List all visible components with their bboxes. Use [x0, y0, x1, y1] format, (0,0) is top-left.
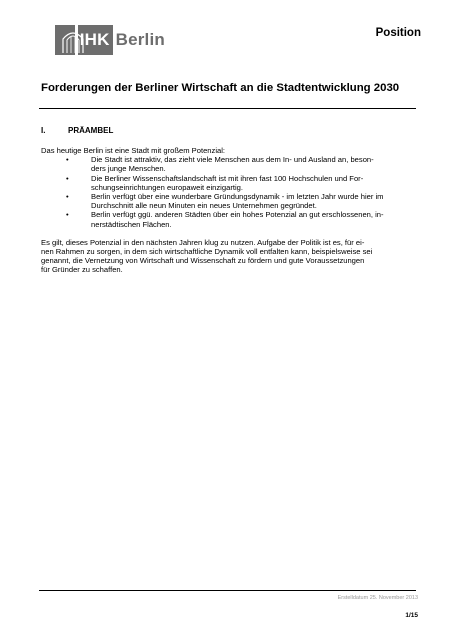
bullet-line: Durchschnitt alle neun Minuten ein neues Unternehmen gegründet. — [91, 201, 317, 211]
bullet-marker: • — [66, 173, 69, 183]
logo-abbr: IHK — [78, 25, 113, 55]
brandenburg-gate-icon — [55, 25, 75, 55]
paragraph-line: für Gründer zu schaffen. — [41, 265, 123, 275]
document-type: Position — [375, 27, 421, 39]
paragraph — [41, 238, 421, 275]
bullet-marker: • — [66, 155, 69, 165]
list-item — [41, 210, 421, 228]
title-divider — [39, 108, 416, 109]
bullet-line: nerstädtischen Flächen. — [91, 219, 172, 229]
paragraph-line: nen Rahmen zu sorgen, in dem sich wirtschaftliche Dynamik voll entfalten kann, beispielsweise sei — [41, 247, 373, 257]
bullet-line: Berlin verfügt über eine wunderbare Gründungsdynamik - im letzten Jahr wurde hier im — [91, 192, 384, 202]
paragraph-line: Es gilt, dieses Potenzial in den nächsten Jahren klug zu nutzen. Aufgabe der Politik ist es, für ei- — [41, 237, 365, 247]
document-title: Forderungen der Berliner Wirtschaft an die Stadtentwicklung 2030 — [41, 82, 400, 94]
page-number: 1/15 — [405, 612, 418, 619]
paragraph-line: genannt, die Vernetzung von Wirtschaft und Wissenschaft zu fördern und gute Voraussetzungen — [41, 256, 365, 266]
body-text — [41, 146, 421, 275]
creation-date: Erstelldatum 25. November 2013 — [337, 595, 418, 601]
bullet-line: Berlin verfügt ggü. anderen Städten über ein hohes Potenzial an gut erschlossenen, in- — [91, 210, 384, 220]
intro-text: Das heutige Berlin ist eine Stadt mit großem Potenzial: — [41, 146, 226, 155]
bullet-line: Die Berliner Wissenschaftslandschaft ist mit ihren fast 100 Hochschulen und For- — [91, 173, 364, 183]
footer-divider — [39, 590, 416, 591]
section-title: PRÄAMBEL — [68, 126, 114, 135]
list-item — [41, 155, 421, 173]
section-number: I. — [41, 126, 46, 135]
bullet-line: Die Stadt ist attraktiv, das zieht viele Menschen aus dem In- und Ausland an, beson- — [91, 155, 374, 165]
bullet-list — [41, 155, 421, 229]
list-item — [41, 174, 421, 192]
bullet-marker: • — [66, 192, 69, 202]
logo-city: Berlin — [115, 30, 165, 49]
section-heading — [41, 126, 113, 135]
bullet-line: schungseinrichtungen europaweit einzigartig. — [91, 182, 243, 192]
list-item — [41, 192, 421, 210]
bullet-line: ders junge Menschen. — [91, 164, 166, 174]
bullet-marker: • — [66, 210, 69, 220]
ihk-berlin-logo — [55, 25, 165, 55]
